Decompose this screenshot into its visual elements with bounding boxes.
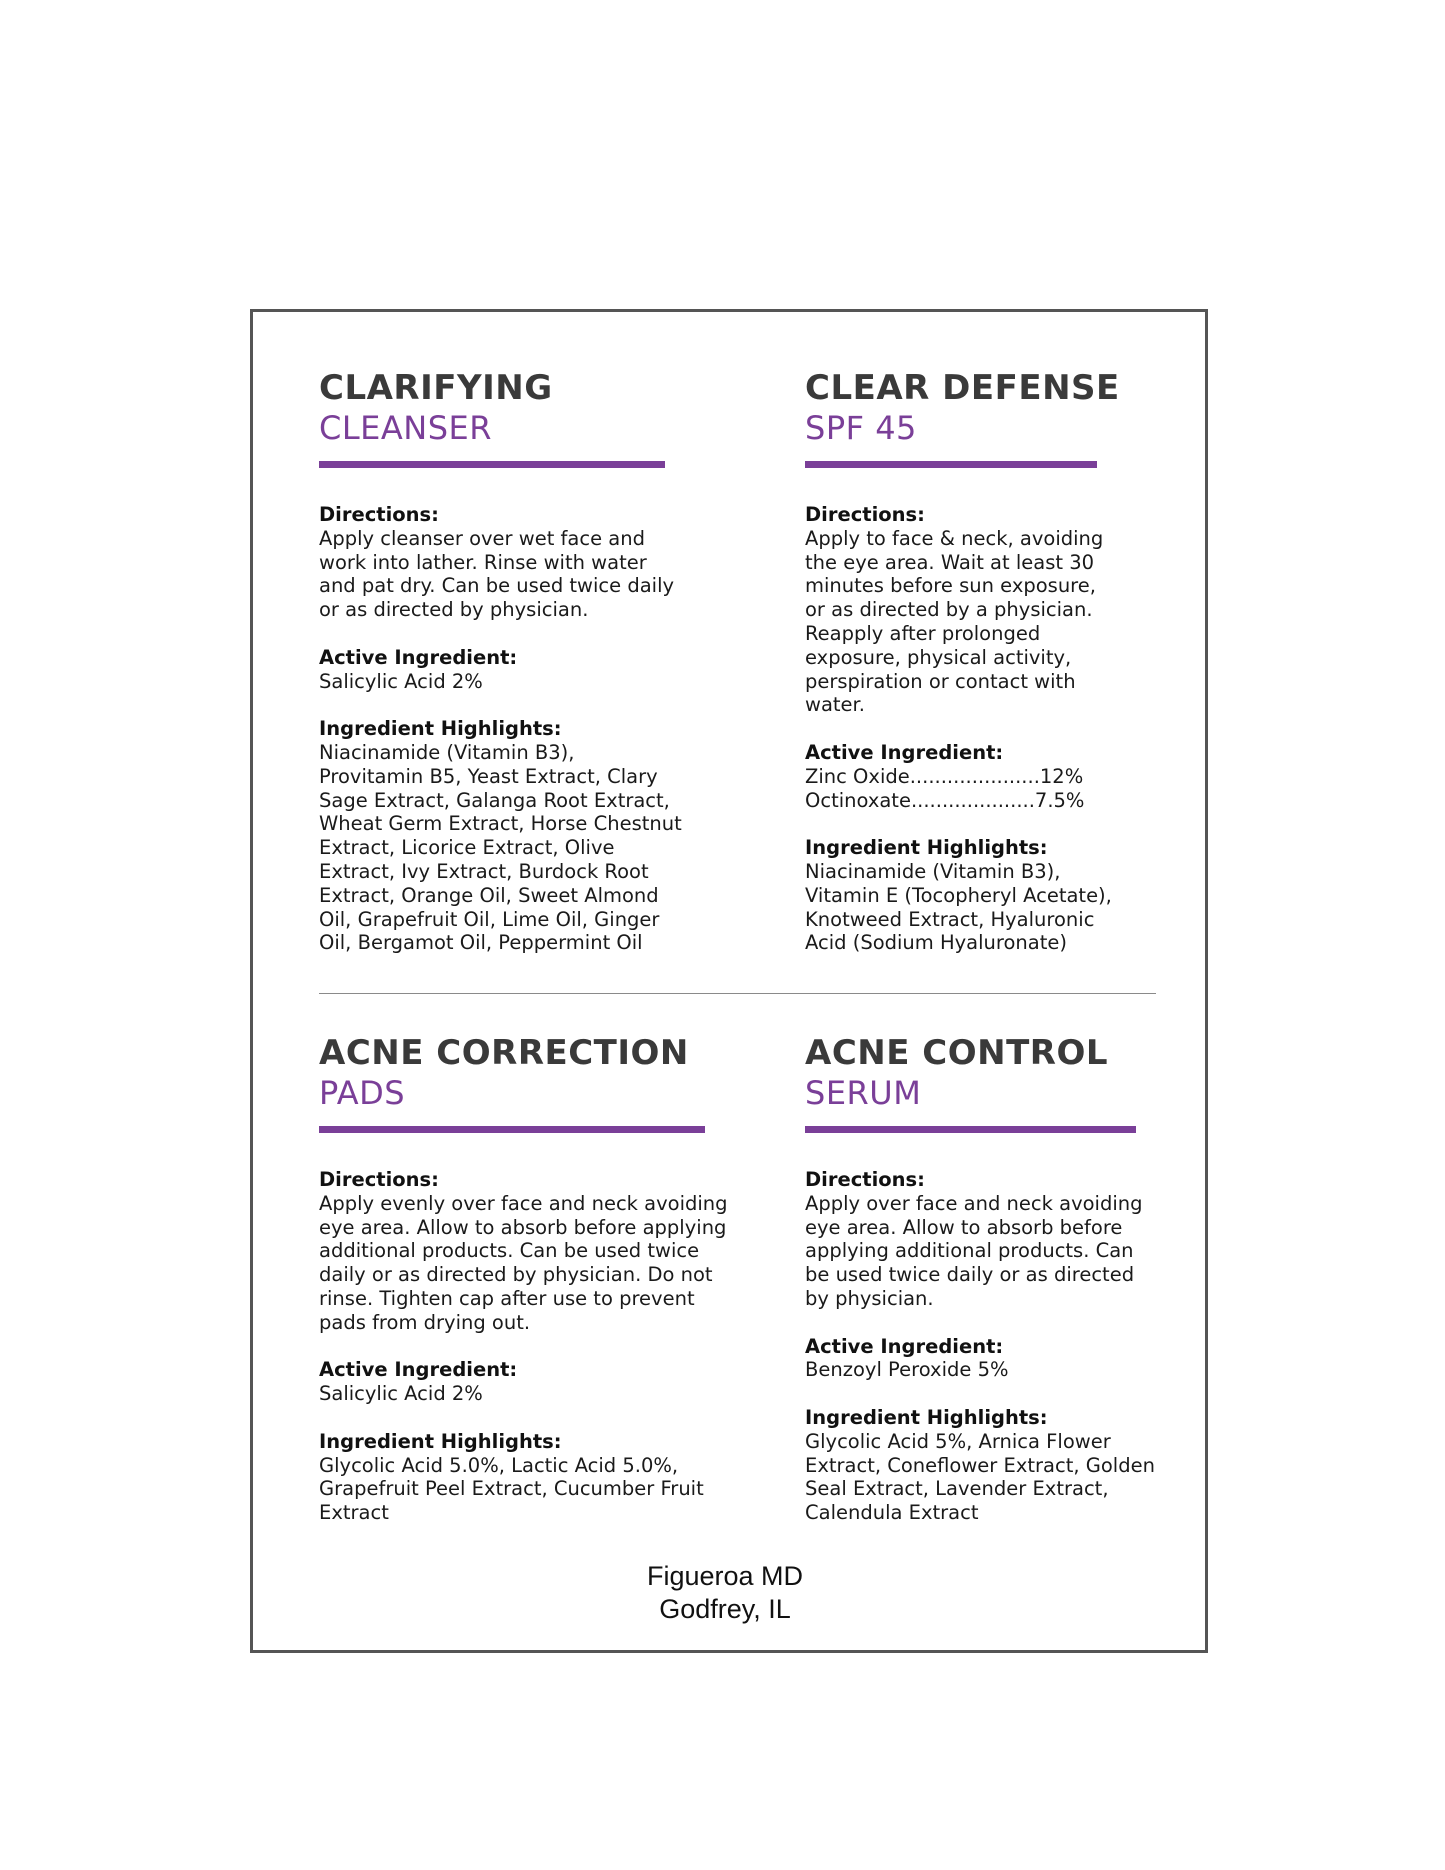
directions-label: Directions: bbox=[319, 503, 439, 526]
highlights-line: Knotweed Extract, Hyaluronic bbox=[805, 907, 1095, 931]
directions-line: pads from drying out. bbox=[319, 1310, 531, 1334]
product-title: ACNE CORRECTION bbox=[319, 1033, 689, 1073]
section-divider bbox=[319, 993, 1156, 994]
directions-line: or as directed by a physician. bbox=[805, 598, 1093, 622]
product-title: CLARIFYING bbox=[319, 368, 553, 408]
directions-line: minutes before sun exposure, bbox=[805, 574, 1096, 598]
product-clarifying-cleanser bbox=[319, 368, 682, 955]
highlights-line: Extract bbox=[319, 1501, 389, 1525]
directions-line: rinse. Tighten cap after use to prevent bbox=[319, 1286, 695, 1310]
active-ingredient-label: Active Ingredient: bbox=[805, 740, 1004, 764]
highlights-line: Calendula Extract bbox=[805, 1501, 979, 1525]
product-subtitle: SPF 45 bbox=[805, 409, 917, 447]
highlights-line: Niacinamide (Vitamin B3), bbox=[319, 740, 575, 764]
active-ingredient-line: Zinc Oxide.....................12% bbox=[805, 764, 1084, 788]
active-ingredient-line: Octinoxate....................7.5% bbox=[805, 788, 1085, 812]
practice-name: Figueroa MD bbox=[646, 1561, 804, 1591]
directions-label: Directions: bbox=[319, 1168, 439, 1191]
ingredient-highlights-label: Ingredient Highlights: bbox=[319, 717, 562, 741]
directions-line: eye area. Allow to absorb before applying bbox=[319, 1215, 727, 1239]
product-title: CLEAR DEFENSE bbox=[805, 368, 1120, 408]
directions-label: Directions: bbox=[805, 503, 925, 526]
directions-line: by physician. bbox=[805, 1286, 934, 1310]
highlights-line: Extract, Ivy Extract, Burdock Root bbox=[319, 859, 649, 883]
accent-bar bbox=[319, 461, 665, 468]
highlights-line: Extract, Coneflower Extract, Golden bbox=[805, 1453, 1155, 1477]
highlights-line: Vitamin E (Tocopheryl Acetate), bbox=[805, 883, 1112, 907]
directions-line: Apply cleanser over wet face and bbox=[319, 526, 645, 550]
highlights-line: Glycolic Acid 5.0%, Lactic Acid 5.0%, bbox=[319, 1453, 679, 1477]
practice-location: Godfrey, IL bbox=[659, 1594, 791, 1624]
directions-line: Apply over face and neck avoiding bbox=[805, 1191, 1143, 1215]
directions-line: daily or as directed by physician. Do not bbox=[319, 1263, 713, 1287]
directions-line: water. bbox=[805, 693, 865, 717]
active-ingredient-label: Active Ingredient: bbox=[805, 1334, 1004, 1358]
active-ingredient-line: Salicylic Acid 2% bbox=[319, 1382, 483, 1406]
highlights-line: Sage Extract, Galanga Root Extract, bbox=[319, 788, 670, 812]
highlights-line: Provitamin B5, Yeast Extract, Clary bbox=[319, 764, 658, 788]
directions-line: exposure, physical activity, bbox=[805, 645, 1072, 669]
directions-line: perspiration or contact with bbox=[805, 669, 1076, 693]
product-clear-defense-spf45 bbox=[805, 368, 1120, 955]
active-ingredient-line: Benzoyl Peroxide 5% bbox=[805, 1358, 1009, 1382]
ingredient-highlights-label: Ingredient Highlights: bbox=[805, 1405, 1048, 1429]
directions-line: work into lather. Rinse with water bbox=[319, 550, 647, 574]
ingredient-highlights-label: Ingredient Highlights: bbox=[319, 1429, 562, 1453]
highlights-line: Oil, Grapefruit Oil, Lime Oil, Ginger bbox=[319, 907, 660, 931]
active-ingredient-label: Active Ingredient: bbox=[319, 1358, 518, 1382]
product-acne-correction-pads bbox=[319, 1033, 728, 1525]
directions-line: eye area. Allow to absorb before bbox=[805, 1215, 1123, 1239]
active-ingredient-label: Active Ingredient: bbox=[319, 645, 518, 669]
directions-line: and pat dry. Can be used twice daily bbox=[319, 574, 675, 598]
directions-line: Reapply after prolonged bbox=[805, 621, 1041, 645]
active-ingredient-line: Salicylic Acid 2% bbox=[319, 669, 483, 693]
product-acne-control-serum bbox=[805, 1033, 1155, 1525]
product-subtitle: PADS bbox=[319, 1074, 406, 1112]
highlights-line: Acid (Sodium Hyaluronate) bbox=[805, 931, 1067, 955]
product-subtitle: CLEANSER bbox=[319, 409, 492, 447]
accent-bar bbox=[805, 461, 1097, 468]
highlights-line: Glycolic Acid 5%, Arnica Flower bbox=[805, 1429, 1111, 1453]
accent-bar bbox=[319, 1126, 705, 1133]
product-subtitle: SERUM bbox=[805, 1074, 922, 1112]
directions-line: be used twice daily or as directed bbox=[805, 1263, 1135, 1287]
ingredient-highlights-label: Ingredient Highlights: bbox=[805, 836, 1048, 860]
product-title: ACNE CONTROL bbox=[805, 1033, 1109, 1073]
directions-line: or as directed by physician. bbox=[319, 598, 589, 622]
practice-footer bbox=[600, 1560, 850, 1626]
directions-line: Apply to face & neck, avoiding bbox=[805, 526, 1104, 550]
directions-line: Apply evenly over face and neck avoiding bbox=[319, 1191, 728, 1215]
highlights-line: Wheat Germ Extract, Horse Chestnut bbox=[319, 812, 682, 836]
directions-line: applying additional products. Can bbox=[805, 1239, 1134, 1263]
directions-line: additional products. Can be used twice bbox=[319, 1239, 700, 1263]
highlights-line: Niacinamide (Vitamin B3), bbox=[805, 859, 1061, 883]
directions-label: Directions: bbox=[805, 1168, 925, 1191]
accent-bar bbox=[805, 1126, 1136, 1133]
directions-line: the eye area. Wait at least 30 bbox=[805, 550, 1095, 574]
highlights-line: Oil, Bergamot Oil, Peppermint Oil bbox=[319, 931, 643, 955]
highlights-line: Seal Extract, Lavender Extract, bbox=[805, 1477, 1109, 1501]
highlights-line: Grapefruit Peel Extract, Cucumber Fruit bbox=[319, 1477, 704, 1501]
highlights-line: Extract, Orange Oil, Sweet Almond bbox=[319, 883, 659, 907]
highlights-line: Extract, Licorice Extract, Olive bbox=[319, 836, 615, 860]
